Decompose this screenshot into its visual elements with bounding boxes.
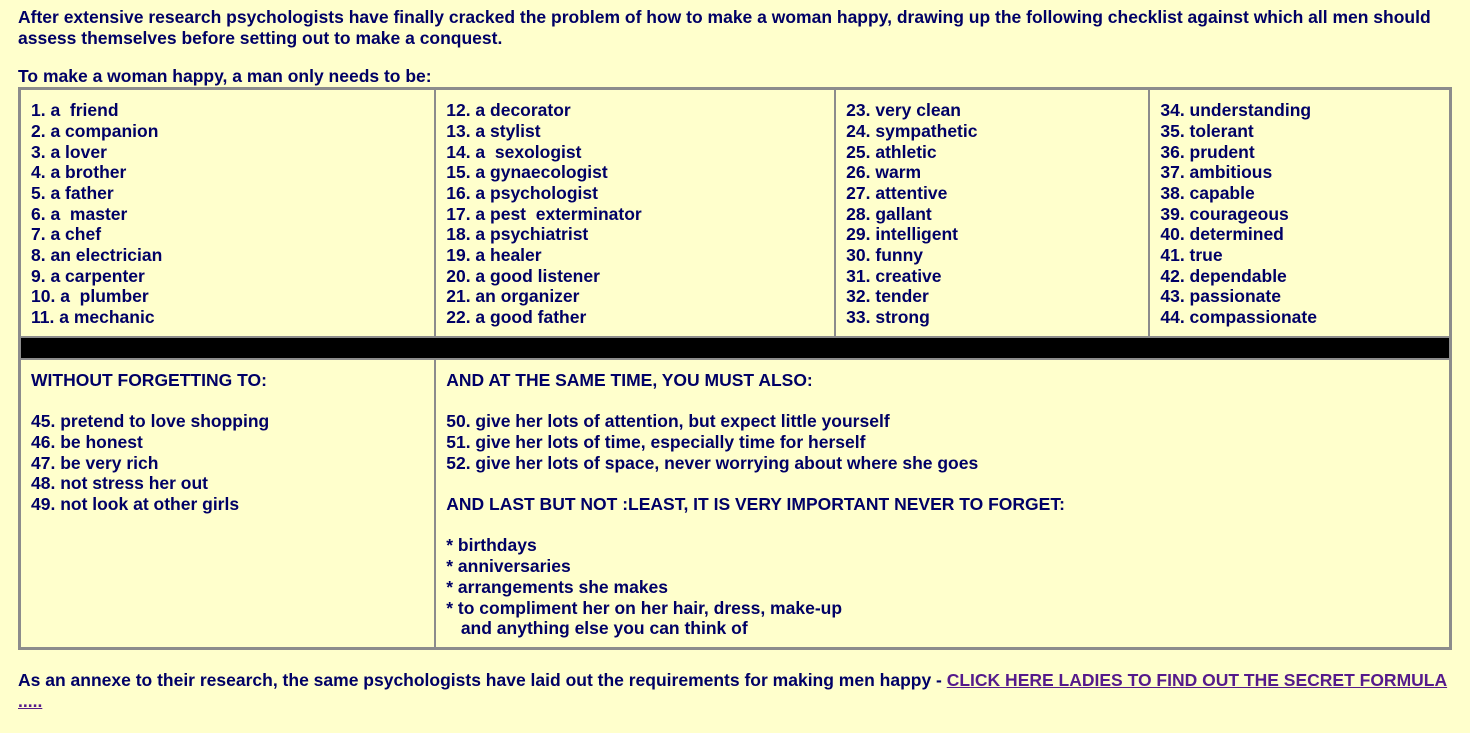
list-item: 51. give her lots of time, especially time for herself — [446, 431, 866, 452]
list-item: * anniversaries — [446, 556, 571, 577]
list-item: 3. a lover — [31, 141, 107, 162]
list-item: 42. dependable — [1160, 265, 1287, 286]
list-item: 4. a brother — [31, 162, 127, 183]
list-item: 43. passionate — [1160, 286, 1281, 307]
list-item: 7. a chef — [31, 224, 102, 245]
list-item: 22. a good father — [446, 307, 587, 328]
list-item: 30. funny — [846, 245, 923, 266]
list-item: 48. not stress her out — [31, 473, 208, 494]
list-item: 36. prudent — [1160, 141, 1255, 162]
list-item: 39. courageous — [1160, 203, 1289, 224]
list-item: 11. a mechanic — [31, 307, 155, 328]
list-item: 37. ambitious — [1160, 162, 1273, 183]
list-item: 5. a father — [31, 182, 114, 203]
list-item: * birthdays — [446, 535, 537, 556]
list-item: 45. pretend to love shopping — [31, 411, 270, 432]
list-item: 8. an electrician — [31, 245, 163, 266]
list-item: 13. a stylist — [446, 120, 541, 141]
black-divider — [20, 337, 1450, 359]
list-item: 21. an organizer — [446, 286, 580, 307]
list-item: 47. be very rich — [31, 452, 159, 473]
qualities-column-1 — [20, 89, 435, 337]
list-item: 19. a healer — [446, 245, 542, 266]
list-item: 16. a psychologist — [446, 182, 598, 203]
list-item: 14. a sexologist — [446, 141, 582, 162]
list-item: 52. give her lots of space, never worrying about where she goes — [446, 452, 979, 473]
requirements-row — [20, 359, 1450, 648]
list-item: 20. a good listener — [446, 265, 600, 286]
secret-formula-link[interactable]: CLICK HERE LADIES TO FIND OUT THE SECRET FORMULA ..... — [18, 669, 1448, 711]
list-item: 2. a companion — [31, 120, 159, 141]
list-item: 6. a master — [31, 203, 128, 224]
list-item: 24. sympathetic — [846, 120, 978, 141]
qualities-column-3 — [835, 89, 1149, 337]
without-forgetting-heading: WITHOUT FORGETTING TO: — [31, 369, 267, 390]
black-divider-row — [20, 337, 1450, 359]
same-time-cell — [435, 359, 1450, 648]
list-item: 23. very clean — [846, 100, 961, 121]
qualities-column-4 — [1149, 89, 1450, 337]
intro-lead: To make a woman happy, a man only needs to be: — [18, 66, 432, 87]
list-item: 15. a gynaecologist — [446, 162, 608, 183]
never-forget-heading: AND LAST BUT NOT :LEAST, IT IS VERY IMPORTANT NEVER TO FORGET: — [446, 494, 1065, 515]
qualities-column-2 — [435, 89, 835, 337]
list-item: 28. gallant — [846, 203, 932, 224]
list-item: 12. a decorator — [446, 100, 571, 121]
checklist-table — [18, 87, 1452, 650]
list-item: 49. not look at other girls — [31, 494, 240, 515]
list-item: 29. intelligent — [846, 224, 958, 245]
list-item: 10. a plumber — [31, 286, 149, 307]
list-item: 34. understanding — [1160, 100, 1312, 121]
same-time-heading: AND AT THE SAME TIME, YOU MUST ALSO: — [446, 369, 813, 390]
without-forgetting-cell — [20, 359, 435, 648]
intro-section — [18, 7, 1452, 87]
list-item: 31. creative — [846, 265, 942, 286]
intro-paragraph: After extensive research psychologists have finally cracked the problem of how to make a woman happy, drawing up the following checklist against which all men should assess themselves before setting out to make a conquest. — [18, 7, 1431, 48]
list-item: 25. athletic — [846, 141, 937, 162]
list-item: and anything else you can think of — [446, 618, 748, 639]
list-item: 50. give her lots of attention, but expect little yourself — [446, 411, 890, 432]
list-item: 1. a friend — [31, 100, 119, 121]
annex-text: As an annexe to their research, the same psychologists have laid out the requirements for making men happy - — [18, 669, 947, 690]
annex-paragraph — [18, 670, 1452, 711]
list-item: 33. strong — [846, 307, 930, 328]
list-item: 44. compassionate — [1160, 307, 1317, 328]
qualities-row — [20, 89, 1450, 337]
list-item: 35. tolerant — [1160, 120, 1254, 141]
list-item: 18. a psychiatrist — [446, 224, 589, 245]
list-item: 46. be honest — [31, 431, 143, 452]
list-item: 9. a carpenter — [31, 265, 145, 286]
list-item: 40. determined — [1160, 224, 1284, 245]
list-item: 17. a pest exterminator — [446, 203, 642, 224]
list-item: 26. warm — [846, 162, 922, 183]
list-item: * arrangements she makes — [446, 576, 669, 597]
spacer — [446, 473, 1439, 494]
list-item: 41. true — [1160, 245, 1223, 266]
list-item: 27. attentive — [846, 182, 948, 203]
list-item: * to compliment her on her hair, dress, make-up — [446, 597, 843, 618]
list-item: 38. capable — [1160, 182, 1255, 203]
list-item: 32. tender — [846, 286, 929, 307]
